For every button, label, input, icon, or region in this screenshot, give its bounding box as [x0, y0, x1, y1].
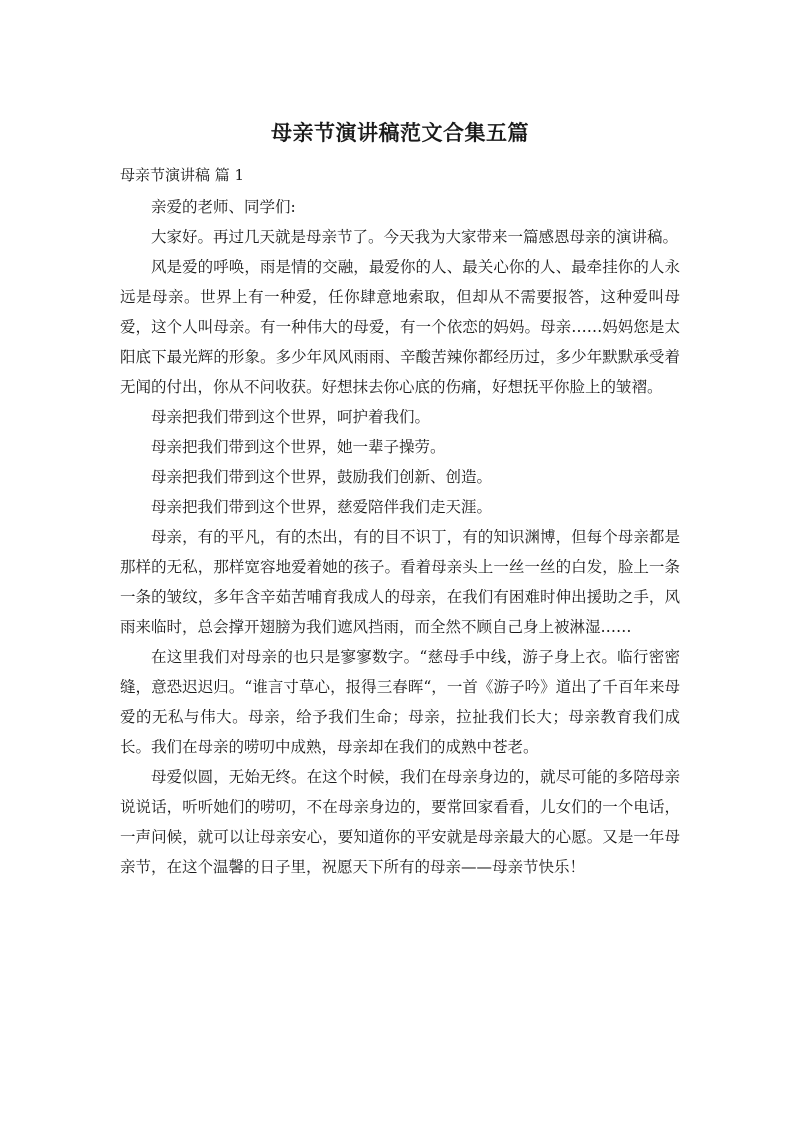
paragraph-greeting: 亲爱的老师、同学们: [151, 198, 296, 216]
paragraph-refrain: 母亲把我们带到这个世界，她一辈子操劳。 [151, 438, 446, 456]
document-title: 母亲节演讲稿范文合集五篇 [271, 121, 529, 145]
paragraph-intro: 大家好。再过几天就是母亲节了。今天我为大家带来一篇感恩母亲的演讲稿。 [151, 228, 679, 246]
paragraph-body: 风是爱的呼唤，雨是情的交融，最爱你的人、最关心你的人、最牵挂你的人永远是母亲。世界上有一种爱，任你肆意地索取，但却从不需要报答，这种爱叫母爱，这个人叫母亲。有一种伟大的母爱，有一个依恋的妈妈。母亲……妈妈您是太阳底下最光辉的形象。多少年风风雨雨、辛酸苦辣你都经历过，多少年默默承受着无闻的付出，你从不问收获。好想抹去你心底的伤痛，好想抚平你脸上的皱褶。 [120, 258, 680, 396]
paragraph-body: 在这里我们对母亲的也只是寥寥数字。“慈母手中线，游子身上衣。临行密密缝，意恐迟迟归。“谁言寸草心，报得三春晖“，一首《游子吟》道出了千百年来母爱的无私与伟大。母亲，给予我们生命；母亲，拉扯我们长大；母亲教育我们成长。我们在母亲的唠叨中成熟，母亲却在我们的成熟中苍老。 [120, 648, 680, 756]
paragraph-refrain: 母亲把我们带到这个世界，呵护着我们。 [151, 408, 431, 426]
paragraph-body: 母亲，有的平凡，有的杰出，有的目不识丁，有的知识渊博，但每个母亲都是那样的无私，那样宽容地爱着她的孩子。看着母亲头上一丝一丝的白发，脸上一条一条的皱纹，多年含辛茹苦哺育我成人的母亲，在我们有困难时伸出援助之手，风雨来临时，总会撑开翅膀为我们遮风挡雨，而全然不顾自己身上被淋湿…… [120, 528, 680, 636]
paragraph-closing: 母爱似圆，无始无终。在这个时候，我们在母亲身边的，就尽可能的多陪母亲说说话，听听她们的唠叨，不在母亲身边的，要常回家看看，儿女们的一个电话，一声问候，就可以让母亲安心，要知道你的平安就是母亲最大的心愿。又是一年母亲节，在这个温馨的日子里，祝愿天下所有的母亲——母亲节快乐！ [120, 768, 680, 876]
paragraph-refrain: 母亲把我们带到这个世界，慈爱陪伴我们走天涯。 [151, 498, 493, 516]
document-page [120, 118, 680, 882]
section-heading: 母亲节演讲稿 篇 1 [120, 166, 245, 184]
paragraph-refrain: 母亲把我们带到这个世界，鼓励我们创新、创造。 [151, 468, 493, 486]
